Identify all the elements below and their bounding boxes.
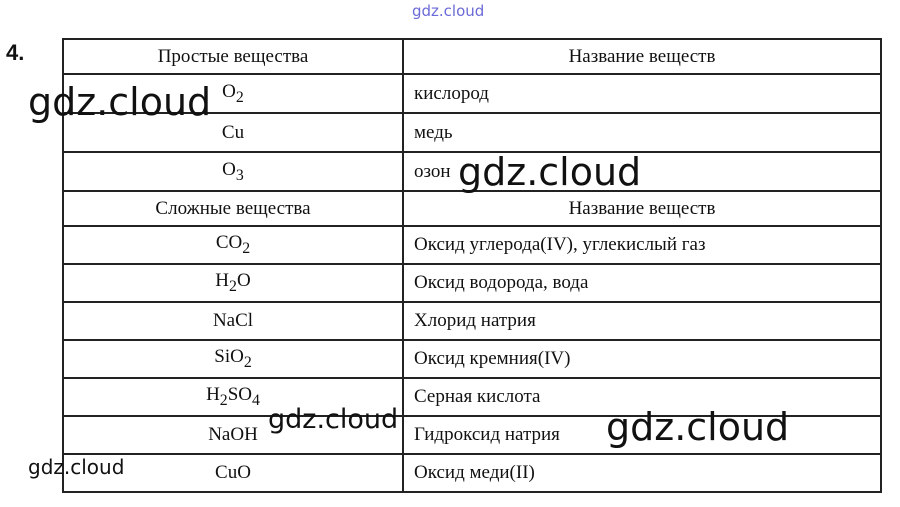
table-row: [63, 302, 881, 340]
top-watermark: gdz.cloud: [412, 2, 485, 20]
formula-cell: $O_2$: [63, 74, 403, 113]
formula-cell: Cu: [63, 113, 403, 152]
name-cell: озон: [403, 152, 881, 191]
formula-cell: $H_2SO_4$: [63, 378, 403, 416]
watermark: gdz.cloud: [268, 404, 399, 435]
name-cell: Хлорид натрия: [403, 302, 881, 340]
watermark: gdz.cloud: [606, 405, 790, 449]
simple-header-left: Простые вещества: [63, 39, 403, 74]
complex-header-right: Название веществ: [403, 191, 881, 226]
task-number: 4.: [6, 40, 25, 65]
table-row: [63, 340, 881, 378]
name-cell: Серная кислота: [403, 378, 881, 416]
watermark: gdz.cloud: [458, 150, 642, 194]
formula-cell: NaCl: [63, 302, 403, 340]
name-cell: Оксид меди(II): [403, 454, 881, 492]
formula-cell: $H_2O$: [63, 264, 403, 302]
complex-header-row: [63, 191, 881, 226]
complex-header-left: Сложные вещества: [63, 191, 403, 226]
watermark: gdz.cloud: [28, 455, 125, 479]
name-cell: медь: [403, 113, 881, 152]
formula-cell: NaOH: [63, 416, 403, 454]
table-row: [63, 454, 881, 492]
name-cell: Оксид кремния(IV): [403, 340, 881, 378]
name-cell: Оксид водорода, вода: [403, 264, 881, 302]
watermark: gdz.cloud: [28, 80, 212, 124]
simple-header-right: Название веществ: [403, 39, 881, 74]
name-cell: Оксид углерода(IV), углекислый газ: [403, 226, 881, 264]
table-row: [63, 226, 881, 264]
name-cell: Гидроксид натрия: [403, 416, 881, 454]
name-cell: кислород: [403, 74, 881, 113]
table-row: [63, 264, 881, 302]
formula-cell: $O_3$: [63, 152, 403, 191]
formula-cell: CuO: [63, 454, 403, 492]
formula-cell: $CO_2$: [63, 226, 403, 264]
formula-cell: SiO$_2$: [63, 340, 403, 378]
simple-header-row: [63, 39, 881, 74]
